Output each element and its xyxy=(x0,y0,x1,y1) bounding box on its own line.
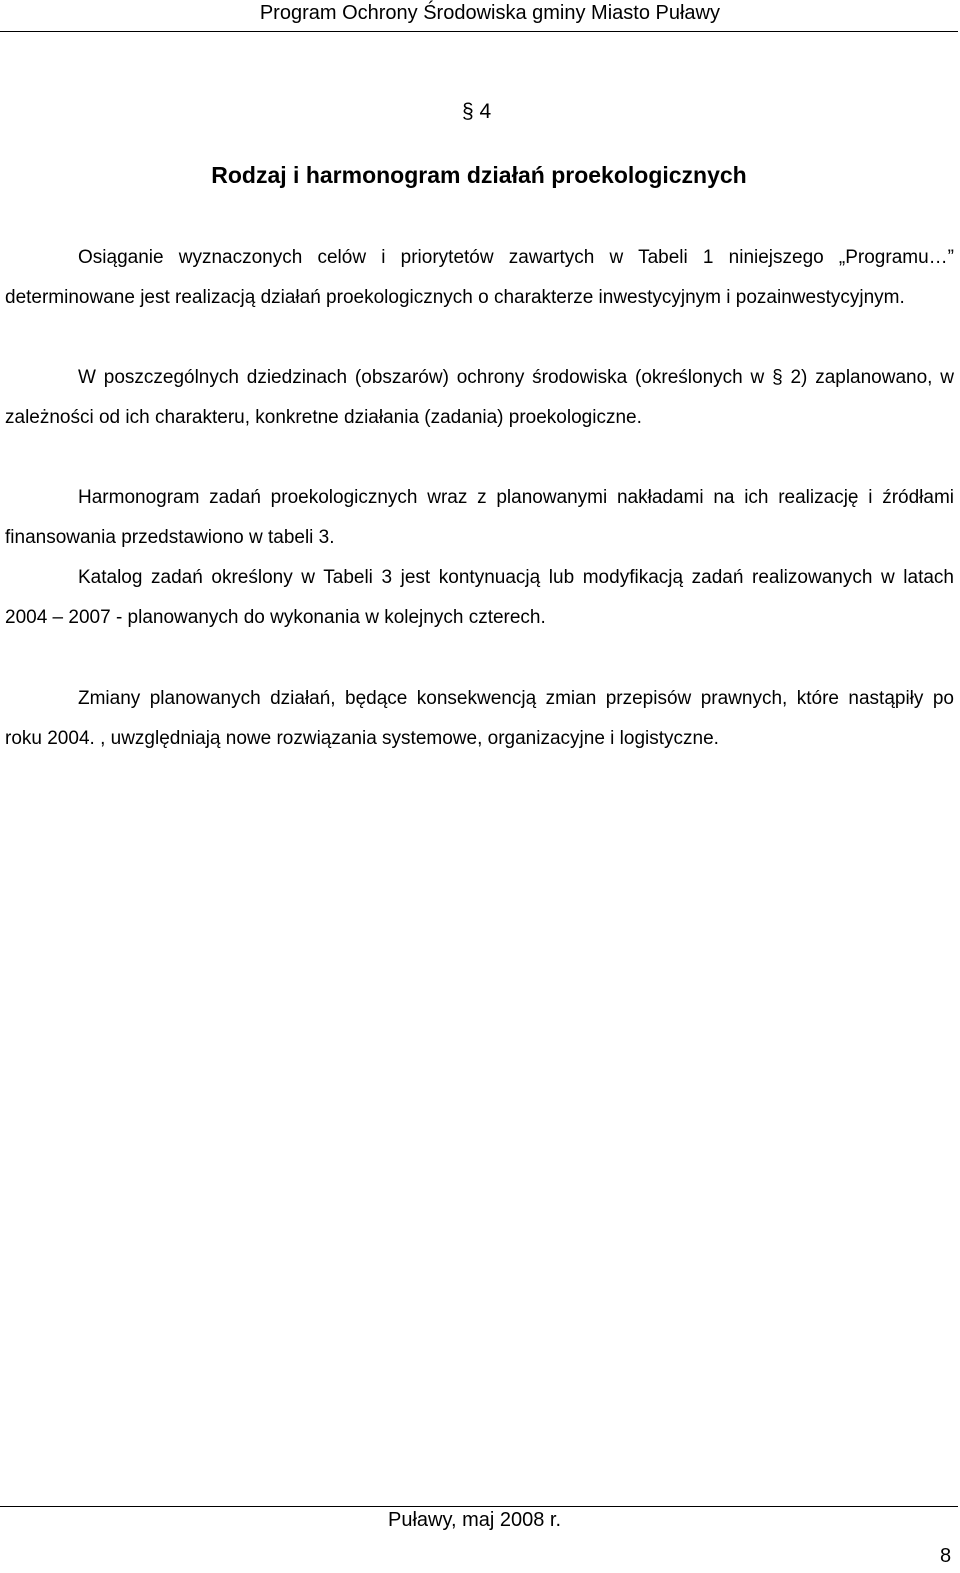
page-header xyxy=(0,0,958,32)
paragraph-1 xyxy=(5,238,954,318)
paragraph-4 xyxy=(5,558,954,638)
paragraph-3 xyxy=(5,478,954,558)
paragraph-2-text: W poszczególnych dziedzinach (obszarów) ochrony środowiska (określonych w § 2) zaplanowano, w zależności od ich charakteru, konkretne działania (zadania) proekologiczne. xyxy=(5,367,954,428)
paragraph-5-text: Zmiany planowanych działań, będące konsekwencją zmian przepisów prawnych, które nastąpiły po roku 2004. , uwzględniają nowe rozwiązania systemowe, organizacyjne i logistyczne. xyxy=(5,688,954,749)
footer-rule xyxy=(0,1506,958,1507)
section-number: § 4 xyxy=(462,100,492,123)
paragraph-2 xyxy=(5,358,954,438)
paragraph-3-text: Harmonogram zadań proekologicznych wraz z planowanymi nakładami na ich realizację i źródłami finansowania przedstawiono w tabeli 3. xyxy=(5,487,954,548)
page-number: 8 xyxy=(940,1545,952,1567)
footer-text: Puławy, maj 2008 r. xyxy=(388,1509,562,1531)
paragraph-4-text: Katalog zadań określony w Tabeli 3 jest kontynuacją lub modyfikacją zadań realizowanych w latach 2004 – 2007 - planowanych do wykonania w kolejnych czterech. xyxy=(5,567,954,628)
section-title: Rodzaj i harmonogram działań proekologicznych xyxy=(211,162,747,188)
paragraph-1-text: Osiąganie wyznaczonych celów i priorytetów zawartych w Tabeli 1 niniejszego „Programu…” determinowane jest realizacją działań proekologicznych o charakterze inwestycyjnym i pozainwestycyjnym. xyxy=(5,247,954,308)
paragraph-5 xyxy=(5,679,954,759)
header-title: Program Ochrony Środowiska gminy Miasto Puławy xyxy=(259,2,720,24)
